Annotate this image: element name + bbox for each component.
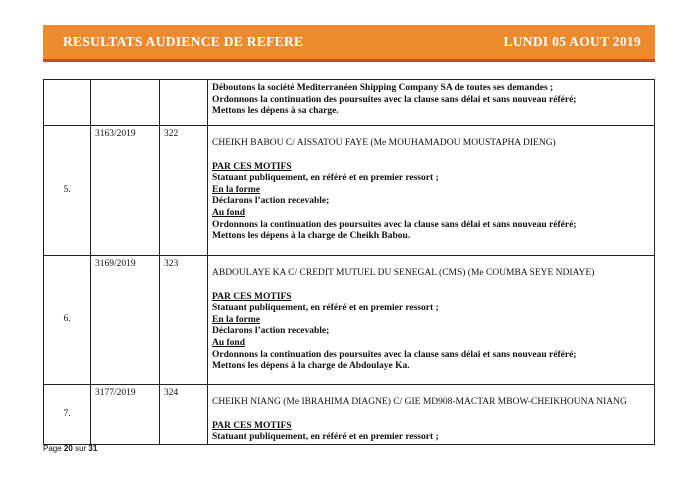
- statuant-line: Statuant publiquement, en référé et en premier ressort ;: [212, 303, 439, 314]
- order-number: 323: [164, 259, 179, 269]
- page-total: 31: [88, 444, 98, 453]
- case-reference: 3169/2019: [95, 259, 136, 269]
- statuant-line: Statuant publiquement, en référé et en premier ressort ;: [212, 432, 439, 443]
- forme-heading: En la forme: [212, 184, 261, 195]
- forme-line: Déclarons l’action recevable;: [212, 326, 330, 337]
- case-number-cell: [44, 80, 91, 126]
- order-number-cell: [160, 256, 208, 385]
- page-footer: [43, 444, 97, 453]
- case-number: 6.: [63, 314, 71, 325]
- document-title: RESULTATS AUDIENCE DE REFERE: [63, 34, 304, 49]
- ruling-cell: [208, 385, 655, 445]
- case-number-cell: [44, 385, 91, 445]
- page-separator: sur: [75, 444, 87, 453]
- order-number-cell: [160, 80, 208, 126]
- case-reference: 3163/2019: [95, 129, 136, 139]
- case-parties: CHEIKH NIANG (Me IBRAHIMA DIAGNE) C/ GIE MD908-MACTAR MBOW-CHEIKHOUNA NIANG: [212, 397, 627, 407]
- order-number-cell: [160, 126, 208, 256]
- statuant-line: Statuant publiquement, en référé et en premier ressort ;: [212, 173, 439, 184]
- hearing-date: LUNDI 05 AOUT 2019: [503, 34, 641, 49]
- ruling-line: Mettons les dépens à la charge de Cheikh Babou.: [212, 231, 411, 242]
- case-number: 7.: [63, 408, 71, 419]
- motifs-heading: PAR CES MOTIFS: [212, 420, 292, 431]
- table-row: [44, 80, 655, 126]
- order-number: 322: [164, 129, 179, 139]
- order-number-cell: [160, 385, 208, 445]
- header-band: [43, 25, 655, 62]
- case-number-cell: [44, 126, 91, 256]
- case-parties: CHEIKH BABOU C/ AISSATOU FAYE (Me MOUHAMADOU MOUSTAPHA DIENG): [212, 138, 556, 148]
- case-reference-cell: [91, 385, 160, 445]
- case-reference-cell: [91, 256, 160, 385]
- ruling-line: Mettons les dépens à sa charge.: [212, 106, 339, 117]
- fond-heading: Au fond: [212, 337, 245, 348]
- ruling-line: Ordonnons la continuation des poursuites avec la clause sans délai et sans nouveau référé;: [212, 219, 577, 230]
- fond-heading: Au fond: [212, 207, 245, 218]
- results-table: [43, 79, 655, 445]
- case-number: 5.: [63, 184, 71, 195]
- table-row: [44, 126, 655, 256]
- ruling-cell: [208, 256, 655, 385]
- ruling-line: Déboutons la société Mediterranéen Shipping Company SA de toutes ses demandes ;: [212, 83, 554, 93]
- table-row: [44, 256, 655, 385]
- case-reference-cell: [91, 80, 160, 126]
- page-current: 20: [63, 444, 73, 453]
- motifs-heading: PAR CES MOTIFS: [212, 291, 292, 302]
- case-reference-cell: [91, 126, 160, 256]
- ruling-cell: [208, 126, 655, 256]
- forme-heading: En la forme: [212, 314, 261, 325]
- forme-line: Déclarons l’action recevable;: [212, 196, 330, 207]
- ruling-line: Mettons les dépens à la charge de Abdoulaye Ka.: [212, 361, 410, 372]
- ruling-cell: [208, 80, 655, 126]
- ruling-line: Ordonnons la continuation des poursuites avec la clause sans délai et sans nouveau référé;: [212, 94, 577, 105]
- order-number: 324: [164, 388, 179, 398]
- case-reference: 3177/2019: [95, 388, 136, 398]
- ruling-line: Ordonnons la continuation des poursuites avec la clause sans délai et sans nouveau référé;: [212, 349, 577, 360]
- motifs-heading: PAR CES MOTIFS: [212, 161, 292, 172]
- table-row: [44, 385, 655, 445]
- page-label: Page: [43, 444, 62, 453]
- case-parties: ABDOULAYE KA C/ CREDIT MUTUEL DU SENEGAL (CMS) (Me COUMBA SEYE NDIAYE): [212, 268, 595, 278]
- case-number-cell: [44, 256, 91, 385]
